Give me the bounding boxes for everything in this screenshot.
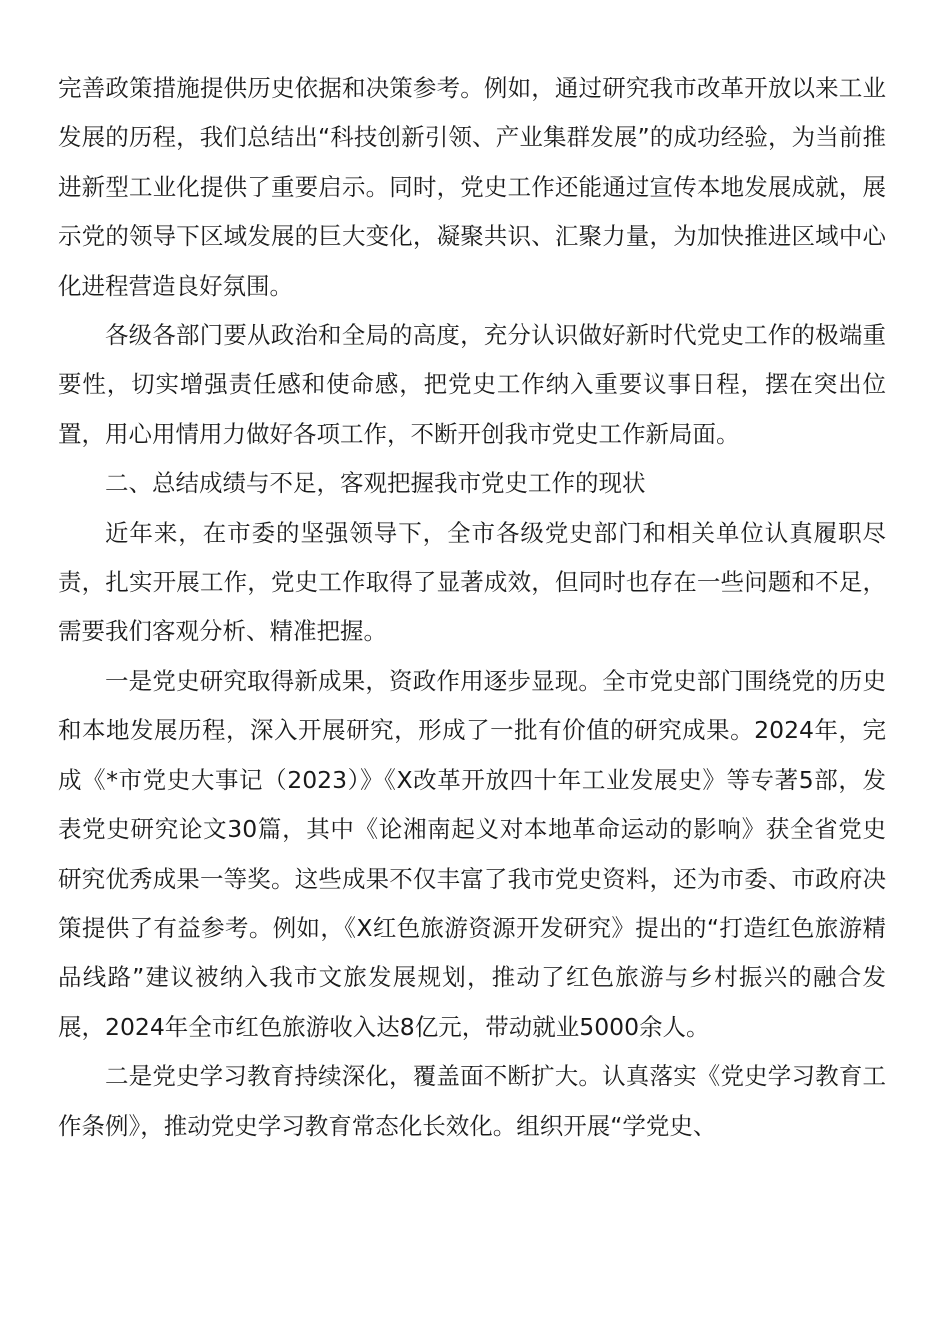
document-body bbox=[58, 64, 886, 1151]
paragraph-research-results: 一是党史研究取得新成果，资政作用逐步显现。全市党史部门围绕党的历史和本地发展历程，深入开展研究，形成了一批有价值的研究成果。2024年，完成《*市党史大事记（2023）》《X改革开放四十年工业发展史》等专著5部，发表党史研究论文30篇，其中《论湘南起义对本地革命运动的影响》获全省党史研究优秀成果一等奖。这些成果不仅丰富了我市党史资料，还为市委、市政府决策提供了有益参考。例如，《X红色旅游资源开发研究》提出的“打造红色旅游精品线路”建议被纳入我市文旅发展规划，推动了红色旅游与乡村振兴的融合发展，2024年全市红色旅游收入达8亿元，带动就业5000余人。 bbox=[58, 666, 886, 1041]
section-heading-2: 二、总结成绩与不足，客观把握我市党史工作的现状 bbox=[105, 469, 646, 498]
paragraph-education: 二是党史学习教育持续深化，覆盖面不断扩大。认真落实《党史学习教育工作条例》，推动党史学习教育常态化长效化。组织开展“学党史、 bbox=[58, 1062, 886, 1140]
paragraph-policy-basis: 完善政策措施提供历史依据和决策参考。例如，通过研究我市改革开放以来工业发展的历程，我们总结出“科技创新引领、产业集群发展”的成功经验，为当前推进新型工业化提供了重要启示。同时，党史工作还能通过宣传本地发展成就，展示党的领导下区域发展的巨大变化，凝聚共识、汇聚力量，为加快推进区域中心化进程营造良好氛围。 bbox=[58, 74, 886, 300]
paragraph-importance: 各级各部门要从政治和全局的高度，充分认识做好新时代党史工作的极端重要性，切实增强责任感和使命感，把党史工作纳入重要议事日程，摆在突出位置，用心用情用力做好各项工作，不断开创我市党史工作新局面。 bbox=[58, 321, 886, 448]
paragraph-overview: 近年来，在市委的坚强领导下，全市各级党史部门和相关单位认真履职尽责，扎实开展工作，党史工作取得了显著成效，但同时也存在一些问题和不足，需要我们客观分析、精准把握。 bbox=[58, 518, 886, 646]
